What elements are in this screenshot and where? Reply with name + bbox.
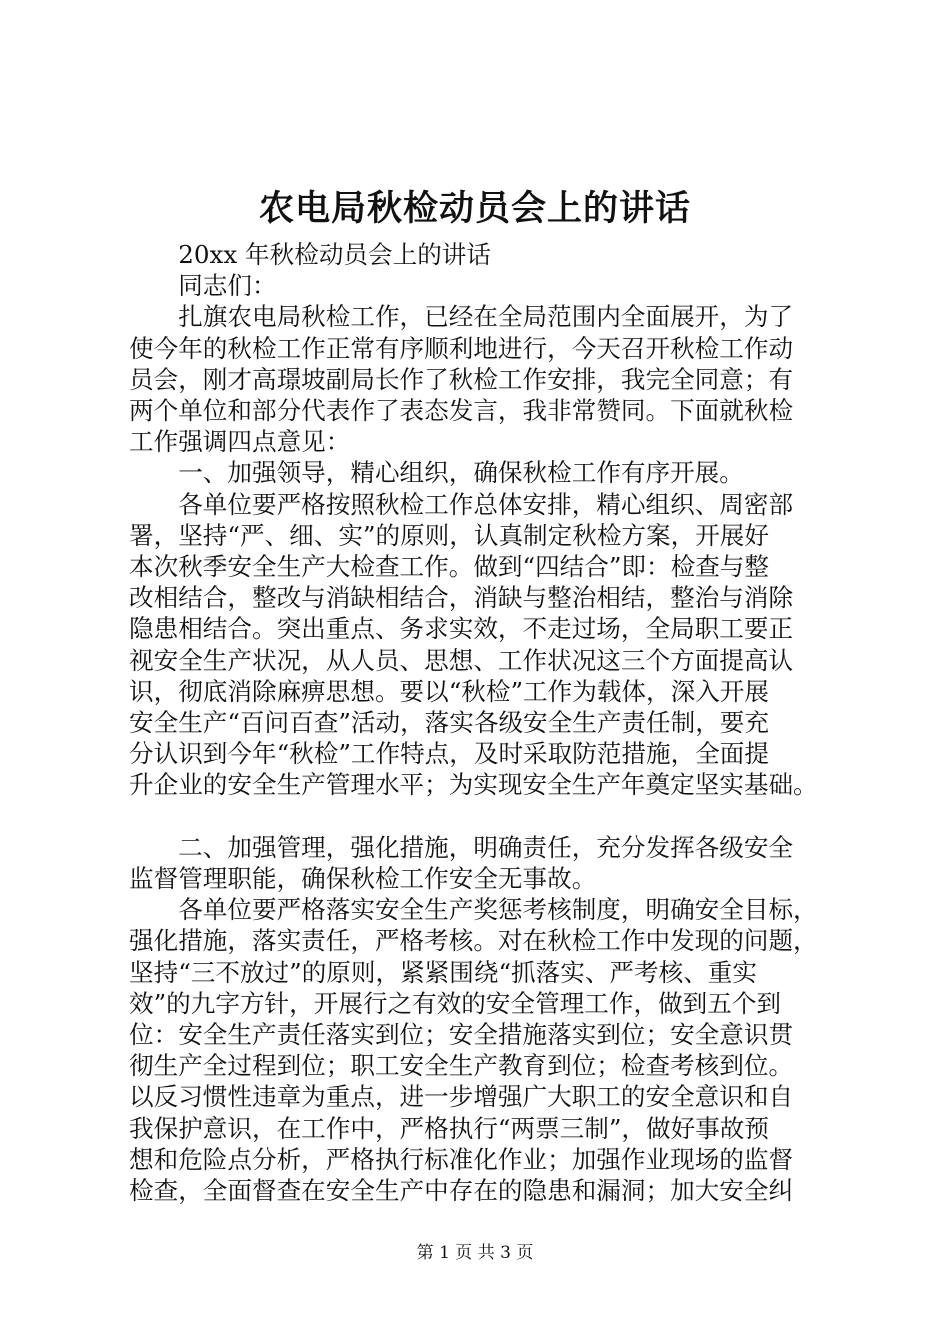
text-line: 本次秋季安全生产大检查工作。做到“四结合”即：检查与整 — [129, 552, 769, 582]
text-line: 扎旗农电局秋检工作，已经在全局范围内全面展开，为了 — [178, 302, 794, 332]
text-line: 20xx 年秋检动员会上的讲话 — [178, 240, 491, 269]
text-line: 以反习惯性违章为重点，进一步增强广大职工的安全意识和自 — [129, 1082, 794, 1112]
text-line: 员会，刚才高璟坡副局长作了秋检工作安排，我完全同意；有 — [129, 364, 794, 394]
document-body — [129, 239, 829, 1206]
blank-line — [129, 801, 829, 832]
text-line: 使今年的秋检工作正常有序顺利地进行，今天召开秋检工作动 — [129, 333, 794, 363]
text-line: 一、加强领导，精心组织，确保秋检工作有序开展。 — [178, 458, 744, 488]
text-line: 两个单位和部分代表作了表态发言，我非常赞同。下面就秋检 — [129, 396, 794, 426]
text-line: 监督管理职能，确保秋检工作安全无事故。 — [129, 864, 597, 894]
document-title: 农电局秋检动员会上的讲话 — [258, 188, 691, 229]
text-line: 彻生产全过程到位；职工安全生产教育到位；检查考核到位。 — [129, 1051, 794, 1081]
text-line: 坚持“三不放过”的原则，紧紧围绕“抓落实、严考核、重实 — [129, 957, 757, 987]
text-line: 我保护意识，在工作中，严格执行“两票三制”，做好事故预 — [129, 1113, 769, 1143]
text-line: 改相结合，整改与消缺相结合，消缺与整治相结，整治与消除 — [129, 583, 794, 613]
text-line: 效”的九字方针，开展行之有效的安全管理工作，做到五个到 — [129, 988, 782, 1018]
text-line: 隐患相结合。突出重点、务求实效，不走过场，全局职工要正 — [129, 614, 794, 644]
page-footer: 第 1 页 共 3 页 — [416, 1243, 534, 1263]
text-line: 署，坚持“严、细、实”的原则，认真制定秋检方案，开展好 — [129, 520, 769, 550]
text-line: 同志们： — [178, 271, 277, 301]
text-line: 视安全生产状况，从人员、思想、工作状况这三个方面提高认 — [129, 645, 794, 675]
text-line: 升企业的安全生产管理水平；为实现安全生产年奠定坚实基础。 — [129, 770, 818, 800]
text-line: 想和危险点分析，严格执行标准化作业；加强作业现场的监督 — [129, 1144, 794, 1174]
text-line: 二、加强管理，强化措施，明确责任，充分发挥各级安全 — [178, 832, 794, 862]
text-line: 安全生产“百问百查”活动，落实各级安全生产责任制，要充 — [129, 708, 769, 738]
text-line: 位：安全生产责任落实到位；安全措施落实到位；安全意识贯 — [129, 1020, 794, 1050]
text-line: 工作强调四点意见： — [129, 427, 351, 457]
text-line: 识，彻底消除麻痹思想。要以“秋检”工作为载体，深入开展 — [129, 676, 769, 706]
text-line: 各单位要严格按照秋检工作总体安排，精心组织、周密部 — [178, 489, 794, 519]
text-line: 各单位要严格落实安全生产奖惩考核制度，明确安全目标， — [178, 895, 818, 925]
text-line: 强化措施，落实责任，严格考核。对在秋检工作中发现的问题， — [129, 926, 818, 956]
text-line: 检查，全面督查在安全生产中存在的隐患和漏洞；加大安全纠 — [129, 1176, 794, 1206]
text-line: 分认识到今年“秋检”工作特点，及时采取防范措施，全面提 — [129, 739, 769, 769]
